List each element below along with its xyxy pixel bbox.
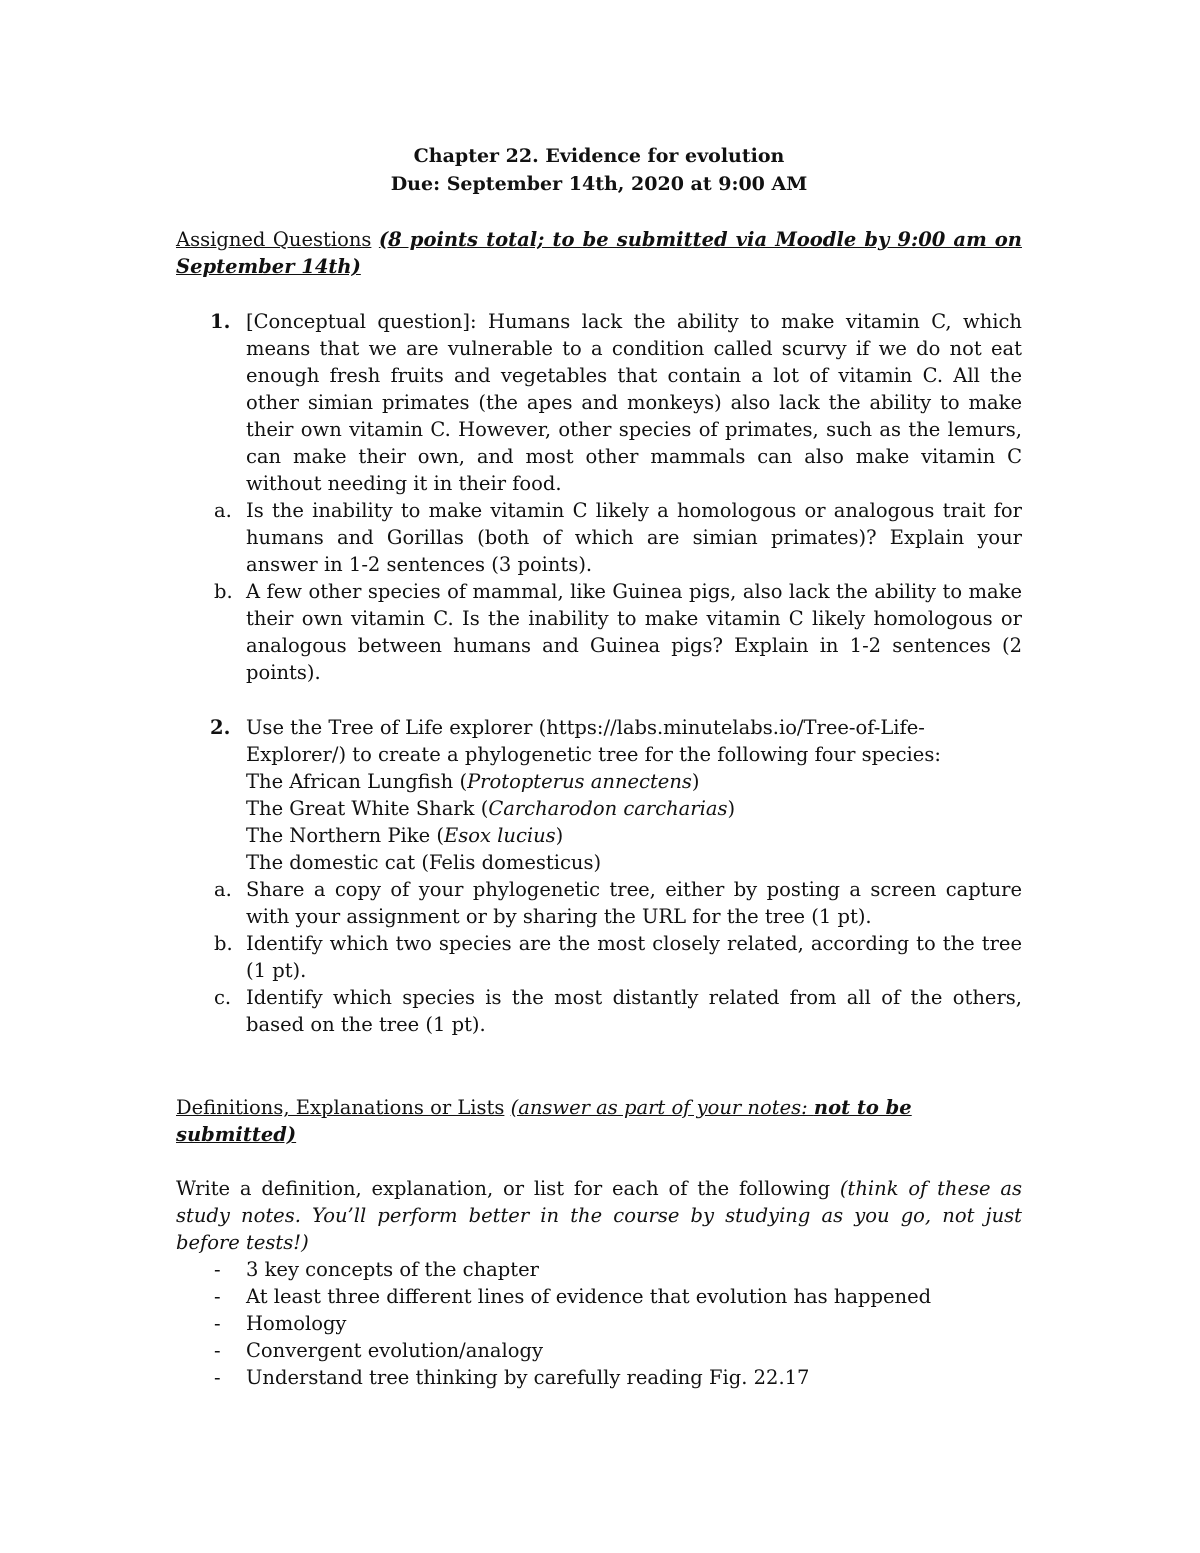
definitions-note: (answer as part of your notes: not to be submitted) (176, 1096, 912, 1146)
due-date: Due: September 14th, 2020 at 9:00 AM (390, 173, 808, 195)
subquestion-text: Share a copy of your phylogenetic tree, either by posting a screen capture with your assignment or by sharing the URL for the tree (1 pt). (246, 878, 1022, 928)
species-item: The African Lungfish (Protopterus annectens) (246, 770, 700, 793)
question-1 (176, 308, 1022, 497)
subquestion-text: A few other species of mammal, like Guinea pigs, also lack the ability to make their own vitamin C. Is the inability to make vitamin C likely homologous or analogous between humans and Guinea pigs? Explain in 1-2 sentences (2 points). (246, 580, 1022, 684)
definitions-list (176, 1256, 1022, 1391)
subquestion-letter: a. (214, 878, 232, 901)
question-2c (176, 984, 1022, 1038)
question-number: 1. (210, 310, 231, 333)
definitions-intro: Write a definition, explanation, or list for each of the following (think of these as study notes. You’ll perform better in the course by studying as you go, not just before tests!) (176, 1177, 1022, 1254)
question-2b (176, 930, 1022, 984)
assigned-questions-header (176, 226, 1022, 280)
question-1a (176, 497, 1022, 578)
species-item: The Great White Shark (Carcharodon carcharias) (246, 797, 736, 820)
question-text: Use the Tree of Life explorer (https://labs.minutelabs.io/Tree-of-Life-Explorer/) to create a phylogenetic tree for the following four species: (246, 716, 941, 766)
chapter-title: Chapter 22. Evidence for evolution (413, 145, 785, 167)
question-1b (176, 578, 1022, 686)
subquestion-letter: c. (214, 986, 232, 1009)
list-item: - 3 key concepts of the chapter (214, 1258, 539, 1281)
question-number: 2. (210, 716, 231, 739)
question-2 (176, 714, 1022, 768)
species-item: The Northern Pike (Esox lucius) (246, 824, 564, 847)
subquestion-letter: b. (214, 580, 233, 603)
assigned-questions-note: (8 points total; to be submitted via Moodle by 9:00 am on September 14th) (176, 228, 1022, 278)
definitions-heading: Definitions, Explanations or Lists (176, 1096, 505, 1119)
species-list (176, 768, 1022, 876)
subquestion-text: Is the inability to make vitamin C likely a homologous or analogous trait for humans and Gorillas (both of which are simian primates)? Explain your answer in 1-2 sentences (3 points). (246, 499, 1022, 576)
list-item: - Homology (214, 1312, 347, 1335)
subquestion-text: Identify which species is the most distantly related from all of the others, based on the tree (1 pt). (246, 986, 1022, 1036)
assigned-questions-heading: Assigned Questions (176, 228, 372, 251)
subquestion-text: Identify which two species are the most closely related, according to the tree (1 pt). (246, 932, 1022, 982)
species-item: The domestic cat (Felis domesticus) (246, 851, 602, 874)
subquestion-letter: a. (214, 499, 232, 522)
question-2a (176, 876, 1022, 930)
list-item: - At least three different lines of evidence that evolution has happened (214, 1285, 932, 1308)
question-text: [Conceptual question]: Humans lack the ability to make vitamin C, which means that we are vulnerable to a condition called scurvy if we do not eat enough fresh fruits and vegetables that contain a lot of vitamin C. All the other simian primates (the apes and monkeys) also lack the ability to make their own vitamin C. However, other species of primates, such as the lemurs, can make their own, and most other mammals can also make vitamin C without needing it in their food. (246, 310, 1022, 495)
subquestion-letter: b. (214, 932, 233, 955)
document-page (176, 142, 1022, 1391)
definitions-header (176, 1094, 1022, 1148)
list-item: - Convergent evolution/analogy (214, 1339, 544, 1362)
list-item: - Understand tree thinking by carefully reading Fig. 22.17 (214, 1366, 810, 1389)
